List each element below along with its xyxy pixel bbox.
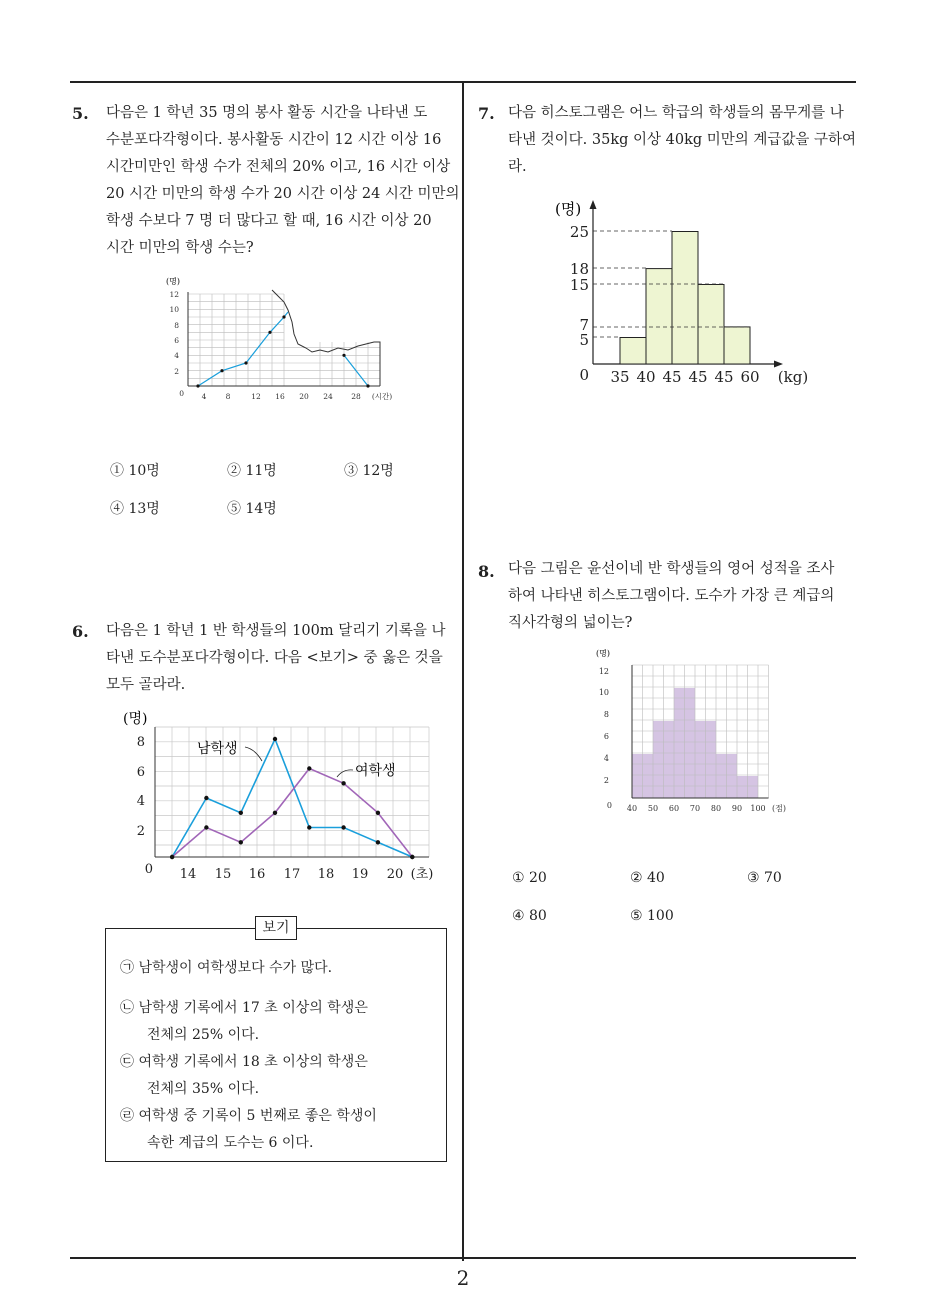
q7-line: 라.	[508, 159, 527, 175]
q5-point	[268, 331, 271, 334]
q8-ylabel: (명)	[596, 649, 610, 658]
q5-option-5[interactable]: ⑤ 14명	[227, 501, 277, 517]
q5-line: 시간미만인 학생 수가 전체의 20% 이고, 16 시간 이상	[106, 159, 451, 175]
q8-xtick: 60	[668, 804, 680, 813]
q6-point	[376, 840, 380, 844]
q7-y-arrow	[590, 200, 597, 209]
q7-bars-layer	[620, 232, 750, 365]
bottom-rule	[70, 1257, 856, 1259]
q5-xticks	[202, 391, 393, 401]
q5-point	[342, 354, 345, 357]
q5-number: 5.	[72, 104, 89, 123]
q5-point	[196, 384, 199, 387]
q8-xtick: 90	[731, 804, 743, 813]
q8-xtick: 70	[689, 804, 701, 813]
q7-number: 7.	[478, 104, 495, 123]
q7-xlabel: (kg)	[777, 368, 809, 386]
q6-xtick: 19	[351, 867, 369, 882]
bogi-item-line: ㉣ 여학생 중 기록이 5 번째로 좋은 학생이	[120, 1108, 377, 1124]
q6-point	[307, 766, 311, 770]
q5-points	[196, 315, 369, 387]
q5-xtick: 8	[225, 392, 231, 401]
q5-ytick-4: 4	[174, 351, 179, 360]
q5-ytick-6: 6	[174, 336, 179, 345]
q7-line: 타낸 것이다. 35kg 이상 40kg 미만의 계급값을 구하여	[508, 132, 857, 148]
q8-chart	[592, 645, 792, 820]
q5-line: 학생 수보다 7 명 더 많다고 할 때, 16 시간 이상 20	[106, 213, 432, 229]
q5-point	[244, 361, 247, 364]
q8-option-2[interactable]: ② 40	[630, 870, 665, 886]
q6-xtick: 16	[248, 867, 266, 882]
q8-option-4[interactable]: ④ 80	[512, 908, 547, 924]
q6-point	[273, 737, 277, 741]
q6-xtick: 14	[179, 867, 197, 882]
bogi-item-line: 전체의 25% 이다.	[147, 1027, 260, 1043]
q5-point	[220, 369, 223, 372]
q7-bar	[620, 338, 646, 365]
q6-xtick: 20	[386, 867, 404, 882]
q5-ytick-2: 2	[174, 367, 179, 376]
q5-option-4[interactable]: ④ 13명	[110, 501, 160, 517]
q6-line: 타낸 도수분포다각형이다. 다음 <보기> 중 옳은 것을	[106, 650, 443, 666]
q8-option-1[interactable]: ① 20	[512, 870, 547, 886]
q7-bar	[724, 327, 750, 364]
bogi-item-line: 속한 계급의 도수는 6 이다.	[147, 1135, 314, 1151]
q8-xticks	[627, 803, 786, 813]
q5-chart	[160, 272, 410, 407]
q7-yticks	[570, 223, 589, 384]
q8-ytick-10: 10	[598, 688, 609, 697]
q7-ytick-18: 18	[569, 260, 589, 278]
q7-ytick-7: 7	[579, 316, 589, 334]
q7-bar	[698, 285, 724, 365]
q6-ytick-8: 8	[136, 735, 145, 750]
q6-line: 모두 골라라.	[106, 677, 186, 693]
page-number: 2	[456, 1266, 470, 1290]
q5-point	[366, 384, 369, 387]
q7-chart	[545, 190, 825, 390]
q8-line: 하여 나타낸 히스토그램이다. 도수가 가장 큰 계급의	[508, 588, 835, 604]
q5-grid	[188, 294, 380, 386]
q6-point	[239, 840, 243, 844]
q8-option-3[interactable]: ③ 70	[747, 870, 782, 886]
q5-xtick: 20	[299, 392, 309, 401]
q7-bar	[672, 232, 698, 365]
q5-yticks	[169, 290, 184, 398]
q8-ytick-2: 2	[603, 776, 609, 785]
q7-xtick: 45	[688, 368, 708, 386]
q6-legend-male: 남학생	[197, 741, 238, 757]
bogi-item-line: ㉡ 남학생 기록에서 17 초 이상의 학생은	[120, 1000, 368, 1016]
q6-chart	[115, 705, 445, 890]
q7-xtick: 35	[610, 368, 630, 386]
q7-ylabel: (명)	[555, 200, 582, 218]
q7-xtick: 45	[714, 368, 734, 386]
bogi-item-line: 전체의 35% 이다.	[147, 1081, 260, 1097]
q8-xtick: 50	[647, 804, 659, 813]
q6-number: 6.	[72, 622, 89, 641]
q5-ytick-0: 0	[179, 389, 184, 398]
q6-point	[341, 781, 345, 785]
q7-x-arrow	[774, 361, 783, 368]
q6-point	[204, 796, 208, 800]
q6-text	[106, 618, 456, 699]
bogi-item-line: ㉢ 여학생 기록에서 18 초 이상의 학생은	[120, 1054, 368, 1070]
q8-ytick-4: 4	[603, 754, 609, 763]
q8-option-5[interactable]: ⑤ 100	[630, 908, 674, 924]
q8-xtick: 100	[750, 804, 766, 813]
q8-line: 직사각형의 넓이는?	[508, 615, 633, 631]
q8-xtick: 40	[626, 804, 638, 813]
bogi-item-4[interactable]	[120, 1103, 377, 1157]
q6-legend-female: 여학생	[355, 763, 396, 779]
q7-xtick: 40	[636, 368, 656, 386]
q6-point	[376, 811, 380, 815]
q8-xlabel: (점)	[772, 804, 786, 813]
q8-ytick-0: 0	[606, 801, 612, 810]
q7-text	[508, 100, 858, 181]
q5-line: 시간 미만의 학생 수는?	[106, 240, 254, 256]
q6-xtick: 17	[283, 867, 301, 882]
q7-xtick: 45	[662, 368, 682, 386]
q5-line: 다음은 1 학년 35 명의 봉사 활동 시간을 나타낸 도	[106, 105, 428, 121]
column-divider	[462, 83, 464, 1261]
q6-point	[170, 855, 174, 859]
q5-xtick: 24	[323, 392, 333, 401]
q6-point	[273, 811, 277, 815]
q8-number: 8.	[478, 562, 495, 581]
q6-point	[341, 825, 345, 829]
q6-xticks	[180, 867, 434, 882]
q6-ytick-0: 0	[144, 862, 153, 877]
q7-ytick-5: 5	[579, 331, 589, 349]
q5-option-2[interactable]: ② 11명	[227, 463, 277, 479]
q5-text	[106, 100, 460, 262]
q6-xlabel: (초)	[410, 867, 434, 882]
bogi-item-line: ㉠ 남학생이 여학생보다 수가 많다.	[120, 960, 333, 976]
q5-option-1[interactable]: ① 10명	[110, 463, 160, 479]
q8-yticks	[599, 667, 612, 810]
q5-ytick-8: 8	[174, 321, 179, 330]
q8-line: 다음 그림은 윤선이네 반 학생들의 영어 성적을 조사	[508, 561, 835, 577]
q7-ytick-0: 0	[579, 366, 589, 384]
q6-ytick-4: 4	[136, 794, 145, 809]
q5-line: 20 시간 미만의 학생 수가 20 시간 이상 24 시간 미만의	[106, 186, 460, 202]
q7-line: 다음 히스토그램은 어느 학급의 학생들의 몸무게를 나	[508, 105, 844, 121]
bogi-item-2[interactable]	[120, 995, 368, 1049]
q6-line: 다음은 1 학년 1 반 학생들의 100m 달리기 기록을 나	[106, 623, 446, 639]
q6-xtick: 15	[214, 867, 232, 882]
q5-xtick: 4	[201, 392, 207, 401]
q7-xtick: 60	[740, 368, 760, 386]
q5-xlabel: (시간)	[371, 392, 393, 401]
q5-ytick-10: 10	[169, 305, 179, 314]
q6-point	[239, 811, 243, 815]
q8-text	[508, 556, 858, 637]
q6-point	[410, 855, 414, 859]
q5-option-3[interactable]: ③ 12명	[344, 463, 394, 479]
bogi-item-1[interactable]	[120, 955, 332, 982]
q6-ytick-2: 2	[136, 824, 145, 839]
bogi-item-3[interactable]	[120, 1049, 368, 1103]
q5-xtick: 28	[351, 392, 361, 401]
bogi-title: 보기	[255, 916, 297, 940]
q7-ytick-15: 15	[569, 276, 589, 294]
q6-ylabel: (명)	[123, 711, 148, 727]
q5-ytick-12: 12	[169, 290, 179, 299]
q7-ytick-25: 25	[569, 223, 589, 241]
q5-ylabel: (명)	[166, 277, 180, 286]
q5-xtick: 16	[275, 392, 285, 401]
q7-bar	[646, 269, 672, 364]
q8-ytick-6: 6	[603, 732, 609, 741]
q6-xtick: 18	[317, 867, 335, 882]
q6-yticks	[137, 735, 153, 877]
q8-ytick-8: 8	[603, 710, 609, 719]
q6-point	[307, 825, 311, 829]
q5-xtick: 12	[251, 392, 261, 401]
q5-line: 수분포다각형이다. 봉사활동 시간이 12 시간 이상 16	[106, 132, 442, 148]
q6-legend-male-leader	[245, 747, 262, 761]
q5-series-line-a	[198, 312, 288, 386]
q5-torn-edge	[272, 290, 380, 386]
q8-xtick: 80	[710, 804, 722, 813]
q7-xticks	[610, 368, 808, 386]
q8-ytick-12: 12	[598, 667, 609, 676]
q5-point	[282, 315, 285, 318]
q6-ytick-6: 6	[136, 765, 145, 780]
q6-point	[204, 825, 208, 829]
